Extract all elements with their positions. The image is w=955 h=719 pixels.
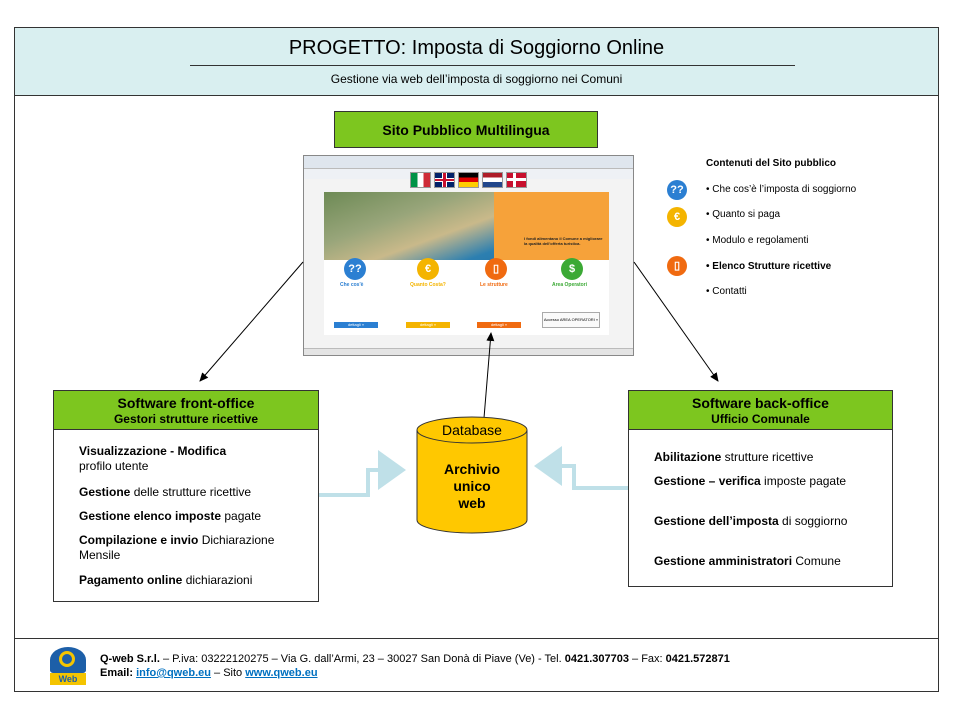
hero-text: I fondi alimentano il Comune a migliorare la qualità dell'offerta turistica.	[524, 236, 603, 246]
card-button-cost[interactable]: dettagli »	[406, 322, 450, 328]
footer-site-label: – Sito	[210, 667, 246, 679]
card-title-structures: Le strutture	[480, 282, 508, 288]
qweb-logo	[50, 647, 86, 685]
card-title-cost: Quanto Costa?	[410, 282, 446, 288]
card-title-operators: Area Operatori	[552, 282, 588, 288]
database-line: Archivio	[443, 461, 500, 477]
card-button-structures[interactable]: dettagli »	[477, 322, 521, 328]
question-icon: ??	[667, 180, 687, 200]
arrow-to-front-office	[200, 262, 303, 381]
card-button-what[interactable]: dettagli »	[334, 322, 378, 328]
website-link[interactable]: www.qweb.eu	[245, 667, 318, 679]
phone-icon: ▯	[667, 256, 687, 276]
euro-icon: €	[667, 207, 687, 227]
euro-icon: €	[417, 258, 439, 280]
company-name: Q-web S.r.l.	[100, 653, 160, 665]
footer-line-2	[100, 666, 730, 680]
footer-email-label: Email:	[100, 667, 137, 679]
footer-fax-label: – Fax:	[628, 653, 666, 665]
contents-item: • Elenco Strutture ricettive	[706, 261, 832, 272]
database-description	[417, 461, 527, 512]
front-office-title: Software front-office	[117, 395, 255, 411]
database-label: Database	[442, 422, 502, 438]
contents-item: • Quanto si paga	[706, 209, 781, 220]
question-icon: ??	[344, 258, 366, 280]
page-title: PROGETTO: Imposta di Soggiorno Online	[288, 37, 665, 59]
money-icon: $	[561, 258, 583, 280]
contents-item: • Contatti	[706, 286, 747, 297]
front-office-item: Visualizzazione - Modifica profilo utente	[79, 444, 227, 473]
email-link[interactable]: info@qweb.eu	[136, 667, 211, 679]
front-office-item: Pagamento online dichiarazioni	[79, 573, 253, 587]
front-office-item: Compilazione e invio Dichiarazione Mensile	[79, 533, 275, 562]
front-office-header	[53, 390, 319, 430]
back-office-header	[628, 390, 893, 430]
back-office-subtitle: Ufficio Comunale	[711, 412, 810, 426]
footer-fax: 0421.572871	[665, 653, 730, 665]
back-office-item: Gestione – verifica imposte pagate	[654, 474, 847, 488]
operator-access-button[interactable]: Accesso AREA OPERATORI »	[542, 312, 600, 328]
footer-divider	[15, 638, 938, 639]
arrow-db-to-site	[484, 333, 491, 418]
back-office-title: Software back-office	[692, 395, 829, 411]
link-back-office-to-db	[538, 466, 628, 488]
contents-item: • Modulo e regolamenti	[706, 235, 809, 246]
link-front-office-to-db	[319, 470, 402, 495]
footer-info	[100, 652, 730, 680]
footer-line-1	[100, 652, 730, 666]
back-office-item: Abilitazione strutture ricettive	[654, 450, 814, 464]
front-office-item: Gestione elenco imposte pagate	[79, 509, 262, 523]
contents-item: • Che cos’è l’imposta di soggiorno	[706, 184, 857, 195]
front-office-panel	[53, 429, 319, 602]
back-office-item: Gestione amministratori Comune	[654, 554, 841, 568]
database-line: web	[458, 495, 486, 511]
page-subtitle: Gestione via web dell’imposta di soggiorno nei Comuni	[330, 72, 623, 86]
phone-icon: ▯	[485, 258, 507, 280]
back-office-panel	[628, 429, 893, 587]
footer-address: – P.iva: 03222120275 – Via G. dall’Armi, 23 – 30027 San Donà di Piave (Ve) - Tel.	[159, 653, 565, 665]
card-title-what: Che cos'è	[340, 282, 364, 288]
database-line: unico	[453, 478, 491, 494]
footer-tel: 0421.307703	[564, 653, 629, 665]
arrow-to-back-office	[634, 262, 718, 381]
back-office-item: Gestione dell’imposta di soggiorno	[654, 514, 848, 528]
front-office-item: Gestione delle strutture ricettive	[79, 485, 252, 499]
front-office-subtitle: Gestori strutture ricettive	[113, 412, 259, 426]
contents-title: Contenuti del Sito pubblico	[706, 158, 836, 169]
logo-text: Web	[50, 673, 86, 685]
public-site-label: Sito Pubblico Multilingua	[382, 122, 550, 138]
